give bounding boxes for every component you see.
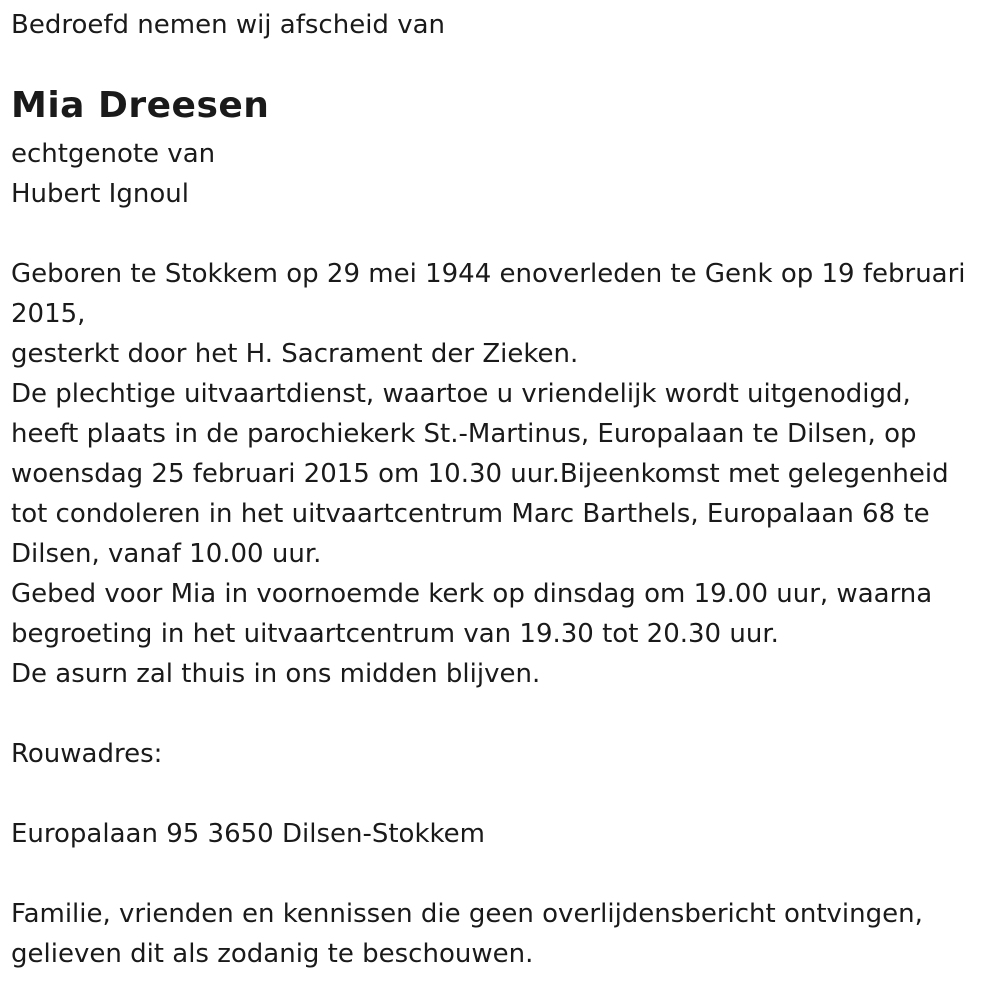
- body-line: Dilsen, vanaf 10.00 uur.: [11, 539, 322, 569]
- address-text: Europalaan 95 3650 Dilsen-Stokkem: [11, 819, 485, 849]
- body-line: heeft plaats in de parochiekerk St.-Martinus, Europalaan te Dilsen, op: [11, 419, 917, 449]
- body-line: De plechtige uitvaartdienst, waartoe u vriendelijk wordt uitgenodigd,: [11, 379, 911, 409]
- spouse-line: Hubert Ignoul: [11, 179, 189, 209]
- family-note: [11, 894, 923, 974]
- body-line: 2015,: [11, 299, 86, 329]
- notice-body: [11, 254, 966, 694]
- family-line: gelieven dit als zodanig te beschouwen.: [11, 939, 534, 969]
- body-line: Gebed voor Mia in voornoemde kerk op dinsdag om 19.00 uur, waarna: [11, 579, 933, 609]
- mourning-address: [11, 814, 485, 854]
- family-line: Familie, vrienden en kennissen die geen overlijdensbericht ontvingen,: [11, 899, 923, 929]
- body-line: Geboren te Stokkem op 29 mei 1944 enoverleden te Genk op 19 februari: [11, 259, 966, 289]
- body-line: De asurn zal thuis in ons midden blijven.: [11, 659, 541, 689]
- body-line: woensdag 25 februari 2015 om 10.30 uur.Bijeenkomst met gelegenheid: [11, 459, 949, 489]
- address-label-text: Rouwadres:: [11, 739, 163, 769]
- body-line: gesterkt door het H. Sacrament der Zieken.: [11, 339, 579, 369]
- spouse-line: echtgenote van: [11, 139, 216, 169]
- body-line: tot condoleren in het uitvaartcentrum Marc Barthels, Europalaan 68 te: [11, 499, 930, 529]
- spouse-block: [11, 134, 215, 214]
- address-label: [11, 734, 162, 774]
- intro-text: Bedroefd nemen wij afscheid van: [11, 10, 445, 40]
- deceased-name: Mia Dreesen: [11, 85, 270, 126]
- body-line: begroeting in het uitvaartcentrum van 19.30 tot 20.30 uur.: [11, 619, 779, 649]
